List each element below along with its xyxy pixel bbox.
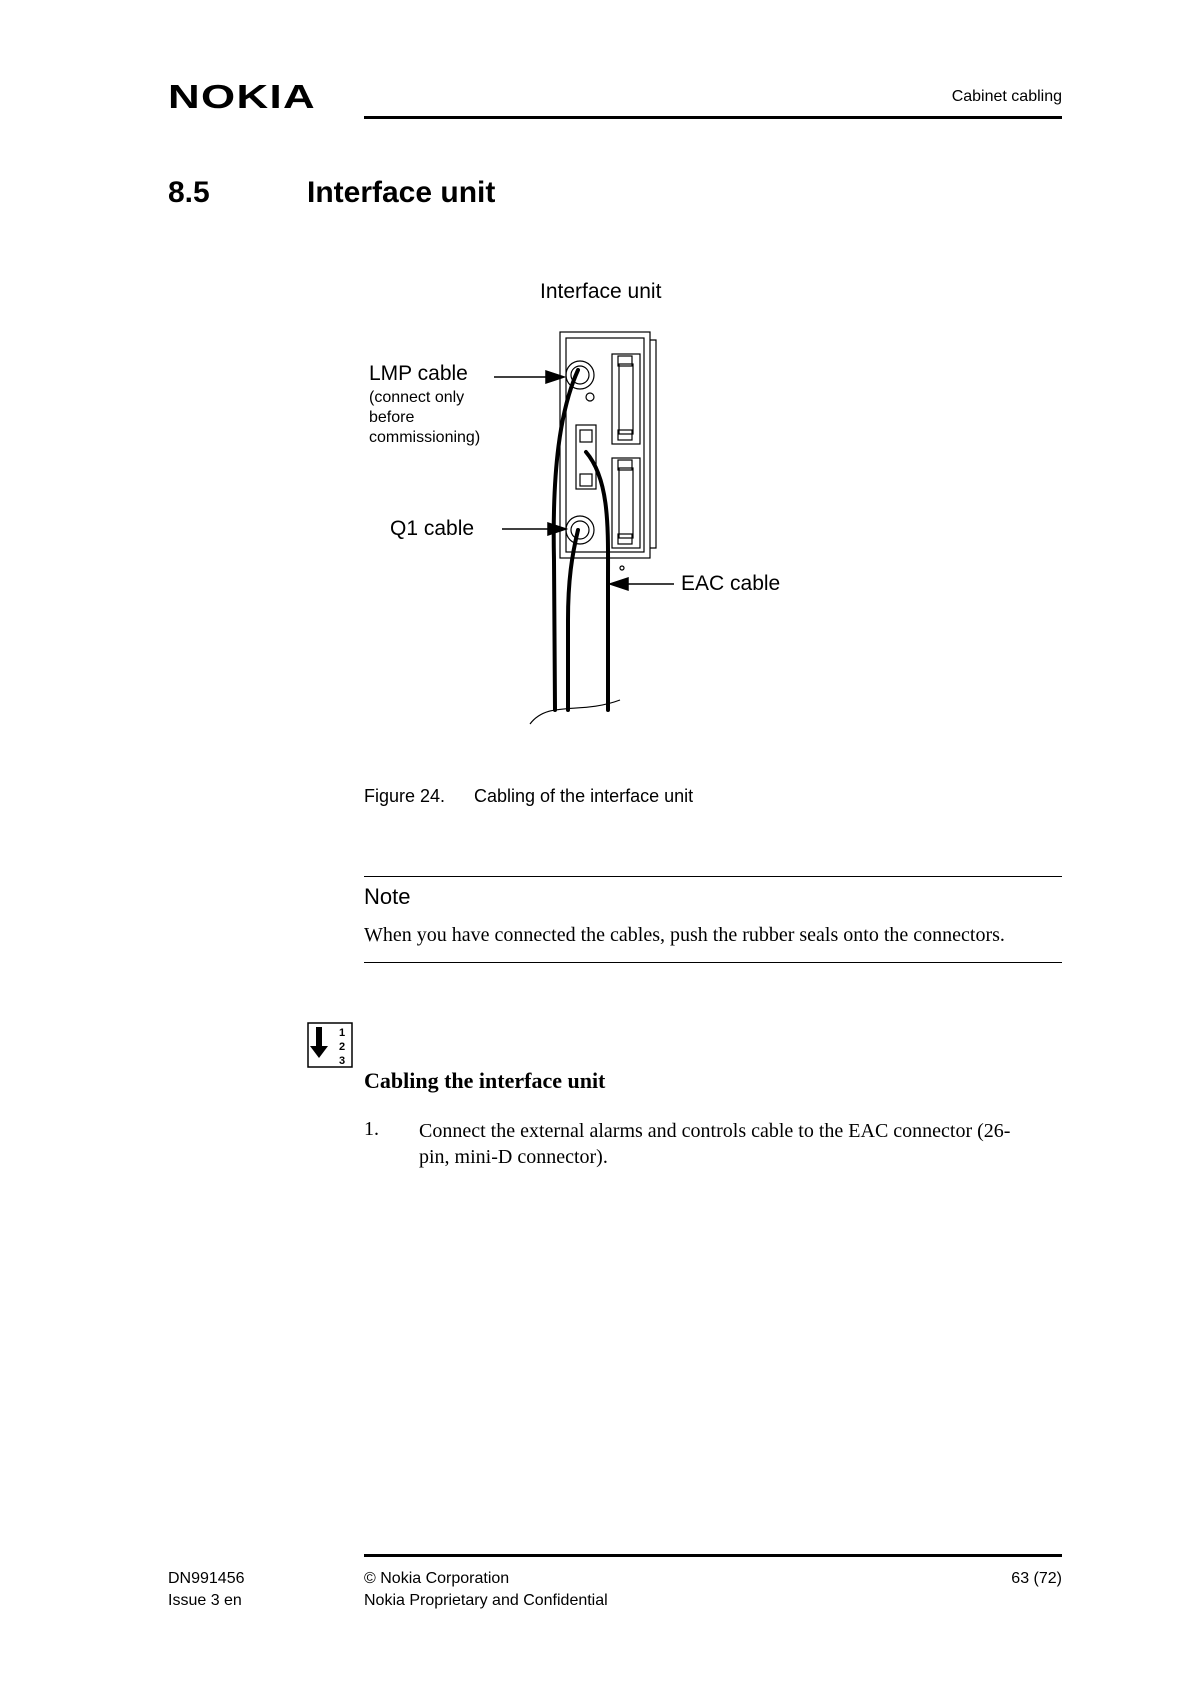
step-number: 1. — [364, 1118, 379, 1140]
step-digit-1: 1 — [339, 1027, 346, 1039]
section-number: 8.5 — [168, 176, 210, 209]
eac-connector — [576, 425, 596, 489]
interface-unit-figure — [0, 0, 1179, 760]
note-heading: Note — [364, 884, 411, 909]
figure-title: Interface unit — [540, 280, 662, 303]
header-section-title: Cabinet cabling — [951, 88, 1062, 105]
figure-caption-text: Cabling of the interface unit — [474, 786, 694, 806]
lmp-cable-note-2: before — [369, 409, 415, 426]
section-title: Interface unit — [307, 176, 496, 209]
label-arrows — [494, 371, 674, 590]
q1-cable-label: Q1 cable — [390, 517, 475, 540]
footer-copyright: © Nokia Corporation — [364, 1570, 510, 1587]
note-text: When you have connected the cables, push the rubber seals onto the connectors. — [364, 924, 1005, 946]
eac-cable-label: EAC cable — [681, 572, 781, 595]
procedure-title: Cabling the interface unit — [364, 1068, 606, 1093]
footer-confidential: Nokia Proprietary and Confidential — [364, 1592, 608, 1609]
eac-cable-line — [586, 452, 608, 710]
footer-rule — [364, 1554, 1062, 1557]
note-rule-top — [364, 876, 1062, 877]
footer-page-number: 63 (72) — [1011, 1570, 1062, 1587]
step-digit-2: 2 — [339, 1041, 346, 1053]
step-text — [419, 1118, 1064, 1170]
lmp-cable-note-1: (connect only — [369, 389, 465, 406]
step-text-line-1: Connect the external alarms and controls cable to the EAC connector (26- — [419, 1120, 1011, 1142]
footer-doc-id: DN991456 — [168, 1570, 245, 1587]
step-digit-3: 3 — [339, 1055, 346, 1067]
svg-text:NOKIA: NOKIA — [168, 80, 316, 112]
note-rule-bottom — [364, 962, 1062, 963]
q1-cable-line — [568, 530, 578, 710]
cut-line — [530, 700, 620, 724]
cables — [554, 370, 608, 710]
figure-caption-number: Figure 24. — [364, 786, 446, 806]
procedure-steps-icon — [307, 1022, 353, 1068]
footer-issue: Issue 3 en — [168, 1592, 242, 1609]
lmp-cable-label: LMP cable — [369, 362, 468, 385]
step-text-line-2: pin, mini-D connector). — [419, 1146, 608, 1168]
lmp-cable-note-3: commissioning) — [369, 429, 481, 446]
figure-caption — [364, 786, 693, 807]
